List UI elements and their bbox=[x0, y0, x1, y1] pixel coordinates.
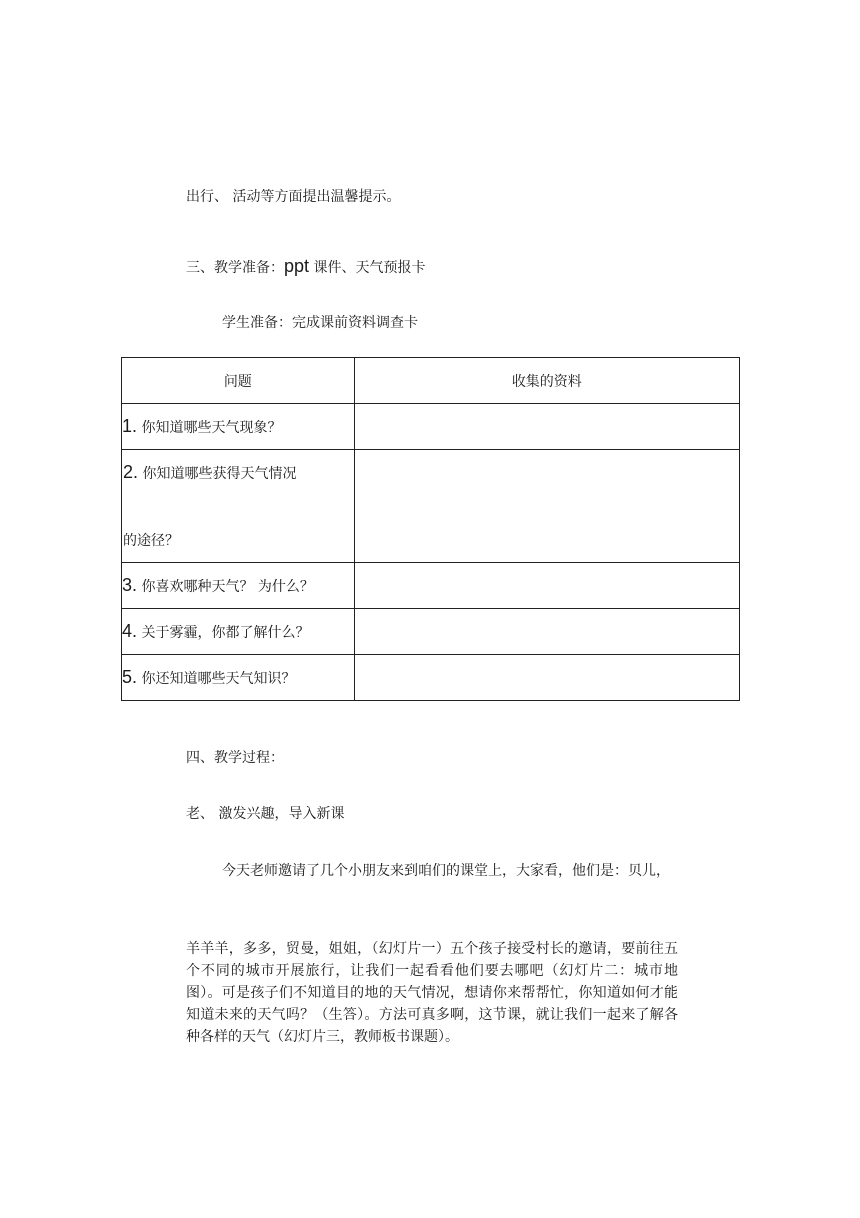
table-header-row bbox=[122, 358, 740, 404]
question-text-continued: 的途径？ bbox=[123, 533, 179, 549]
question-cell bbox=[122, 450, 355, 563]
question-number: 2. bbox=[123, 462, 139, 482]
table-row bbox=[122, 404, 740, 450]
answer-cell[interactable] bbox=[354, 450, 739, 563]
answer-cell[interactable] bbox=[354, 404, 739, 450]
section-heading-process: 四、教学过程： bbox=[186, 750, 284, 766]
question-cell bbox=[122, 563, 355, 609]
teaching-prep-ppt: ppt bbox=[284, 256, 310, 276]
question-cell bbox=[122, 404, 355, 450]
paragraph-story: 羊羊羊，多多，贸曼，姐姐，（幻灯片一）五个孩子接受村长的邀请，要前往五 个不同的城市开展旅行，让我们一起看看他们要去哪吧（幻灯片二：城市地 图）。可是孩子们不知道目的地的天气情况，想请你来帮帮忙，你知道如何才能 知道未来的天气吗？（生答）。方法可真多啊，这节课，就让我们一起来了解各 种各样的天气（幻灯片三，教师板书课题）。 bbox=[186, 941, 678, 1045]
question-text: 你还知道哪些天气知识？ bbox=[137, 671, 296, 687]
question-text: 你知道哪些获得天气情况 bbox=[138, 466, 297, 482]
table-row bbox=[122, 450, 740, 563]
question-number: 5. bbox=[122, 667, 138, 687]
subsection-heading: 老、 激发兴趣，导入新课 bbox=[186, 806, 345, 822]
question-text: 关于雾霾，你都了解什么？ bbox=[137, 625, 310, 641]
question-cell bbox=[122, 655, 355, 701]
table-row bbox=[122, 655, 740, 701]
answer-cell[interactable] bbox=[354, 655, 739, 701]
teaching-prep-prefix: 三、教学准备： bbox=[186, 260, 284, 276]
paragraph-intro: 今天老师邀请了几个小朋友来到咱们的课堂上，大家看，他们是：贝儿， bbox=[222, 863, 670, 879]
header-question: 问题 bbox=[122, 358, 355, 404]
student-prep: 学生准备：完成课前资料调查卡 bbox=[222, 315, 418, 331]
teaching-prep bbox=[186, 256, 425, 278]
header-collected: 收集的资料 bbox=[354, 358, 739, 404]
teaching-prep-suffix: 课件、天气预报卡 bbox=[309, 260, 426, 276]
intro-line: 出行、 活动等方面提出温馨提示。 bbox=[186, 189, 401, 205]
question-text: 你喜欢哪种天气？ 为什么？ bbox=[137, 579, 314, 595]
question-cell bbox=[122, 609, 355, 655]
answer-cell[interactable] bbox=[354, 609, 739, 655]
question-number: 1. bbox=[122, 416, 138, 436]
question-text: 你知道哪些天气现象？ bbox=[137, 420, 282, 436]
table-row bbox=[122, 609, 740, 655]
answer-cell[interactable] bbox=[354, 563, 739, 609]
table-row bbox=[122, 563, 740, 609]
question-number: 4. bbox=[122, 621, 138, 641]
survey-table bbox=[121, 357, 740, 701]
question-number: 3. bbox=[122, 575, 138, 595]
